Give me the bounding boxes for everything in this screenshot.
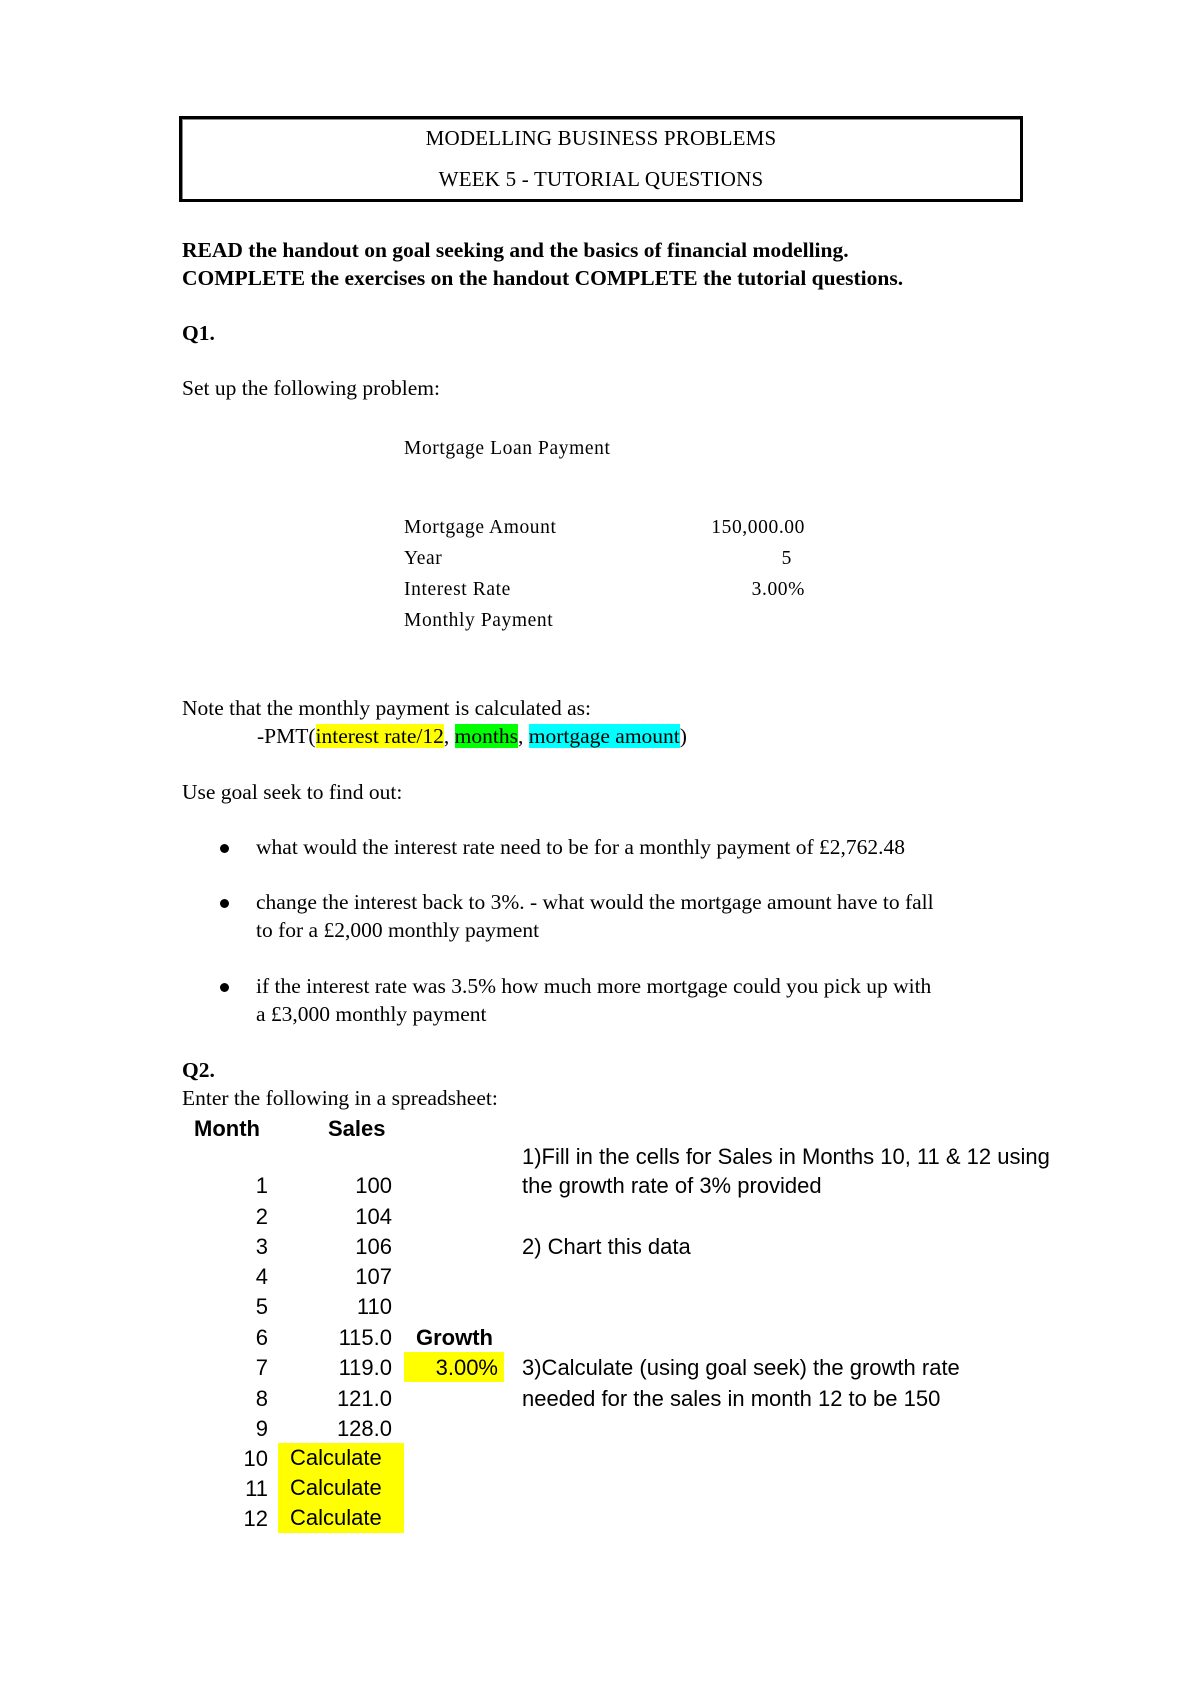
sales-cell-3: 106 bbox=[355, 1234, 392, 1259]
sales-cell-11: Calculate bbox=[278, 1473, 404, 1503]
month-cell-12: 12 bbox=[243, 1506, 268, 1531]
month-cell-3: 3 bbox=[255, 1234, 268, 1259]
year-label: Year bbox=[404, 548, 443, 569]
month-cell-7: 7 bbox=[255, 1355, 268, 1380]
formula-sep-2: , bbox=[517, 724, 529, 748]
formula-arg-amount: mortgage amount bbox=[528, 724, 680, 748]
sales-cell-7: 119.0 bbox=[338, 1355, 392, 1380]
instruction-2: 2) Chart this data bbox=[522, 1234, 691, 1259]
q2-heading: Q2. bbox=[182, 1058, 215, 1082]
week-title: WEEK 5 - TUTORIAL QUESTIONS bbox=[438, 167, 764, 191]
month-cell-8: 8 bbox=[255, 1386, 268, 1411]
mortgage-table-title: Mortgage Loan Payment bbox=[404, 438, 611, 459]
month-cell-1: 1 bbox=[255, 1173, 268, 1198]
sales-cell-6: 115.0 bbox=[338, 1325, 392, 1350]
mortgage-amount-value: 150,000.00 bbox=[711, 517, 805, 538]
sales-cell-12: Calculate bbox=[278, 1503, 404, 1533]
month-cell-9: 9 bbox=[255, 1416, 268, 1441]
instruction-1-line-1: 1)Fill in the cells for Sales in Months 10, 11 & 12 using bbox=[522, 1144, 1050, 1169]
month-cell-5: 5 bbox=[255, 1294, 268, 1319]
instruction-3-line-1: 3)Calculate (using goal seek) the growth rate bbox=[522, 1355, 960, 1380]
q2-intro: Enter the following in a spreadsheet: bbox=[182, 1086, 498, 1110]
intro-line-2: COMPLETE the exercises on the handout COMPLETE the tutorial questions. bbox=[182, 266, 904, 290]
bullet-3-line-1: if the interest rate was 3.5% how much more mortgage could you pick up with bbox=[256, 974, 932, 998]
growth-label: Growth bbox=[416, 1325, 493, 1350]
monthly-payment-label: Monthly Payment bbox=[404, 610, 554, 631]
month-cell-10: 10 bbox=[243, 1446, 268, 1471]
col-header-month: Month bbox=[194, 1116, 260, 1141]
month-cell-11: 11 bbox=[245, 1476, 268, 1501]
sales-cell-1: 100 bbox=[355, 1173, 392, 1198]
interest-rate-value: 3.00% bbox=[751, 579, 805, 600]
mortgage-amount-label: Mortgage Amount bbox=[404, 517, 557, 538]
intro-line-1: READ the handout on goal seeking and the basics of financial modelling. bbox=[182, 238, 849, 262]
bullet-2-line-1: change the interest back to 3%. - what would the mortgage amount have to fall bbox=[256, 890, 934, 914]
formula-note: Note that the monthly payment is calculated as: bbox=[182, 696, 591, 720]
col-header-sales: Sales bbox=[328, 1116, 386, 1141]
goal-seek-intro: Use goal seek to find out: bbox=[182, 780, 403, 804]
instruction-1-line-2: the growth rate of 3% provided bbox=[522, 1173, 822, 1198]
bullet-2-line-2: to for a £2,000 monthly payment bbox=[256, 918, 540, 942]
sales-cell-10: Calculate bbox=[278, 1443, 404, 1473]
bullet-1-line-1: what would the interest rate need to be for a monthly payment of £2,762.48 bbox=[256, 835, 906, 859]
sales-cell-5: 110 bbox=[356, 1294, 392, 1319]
sales-cell-4: 107 bbox=[355, 1264, 392, 1289]
month-cell-2: 2 bbox=[255, 1204, 268, 1229]
header-box bbox=[179, 116, 1023, 202]
course-title: MODELLING BUSINESS PROBLEMS bbox=[425, 126, 777, 150]
q1-heading: Q1. bbox=[182, 321, 215, 345]
formula-arg-interest: interest rate/12 bbox=[315, 724, 444, 748]
instruction-3-line-2: needed for the sales in month 12 to be 150 bbox=[522, 1386, 941, 1411]
bullet-dot-1 bbox=[220, 844, 229, 853]
bullet-3-line-2: a £3,000 monthly payment bbox=[256, 1002, 487, 1026]
month-cell-6: 6 bbox=[255, 1325, 268, 1350]
q1-setup-text: Set up the following problem: bbox=[182, 376, 440, 400]
sales-cell-2: 104 bbox=[355, 1204, 392, 1229]
growth-rate-cell: 3.00% bbox=[404, 1352, 504, 1382]
formula-suffix: ) bbox=[679, 724, 687, 748]
year-value: 5 bbox=[781, 548, 792, 569]
pmt-formula bbox=[257, 724, 687, 749]
month-cell-4: 4 bbox=[255, 1264, 268, 1289]
sales-cell-8: 121.0 bbox=[336, 1386, 392, 1411]
formula-prefix: -PMT( bbox=[257, 724, 316, 748]
bullet-dot-3 bbox=[220, 983, 229, 992]
formula-sep-1: , bbox=[443, 724, 455, 748]
bullet-dot-2 bbox=[220, 899, 229, 908]
interest-rate-label: Interest Rate bbox=[404, 579, 511, 600]
formula-arg-months: months bbox=[454, 724, 518, 748]
sales-cell-9: 128.0 bbox=[336, 1416, 392, 1441]
